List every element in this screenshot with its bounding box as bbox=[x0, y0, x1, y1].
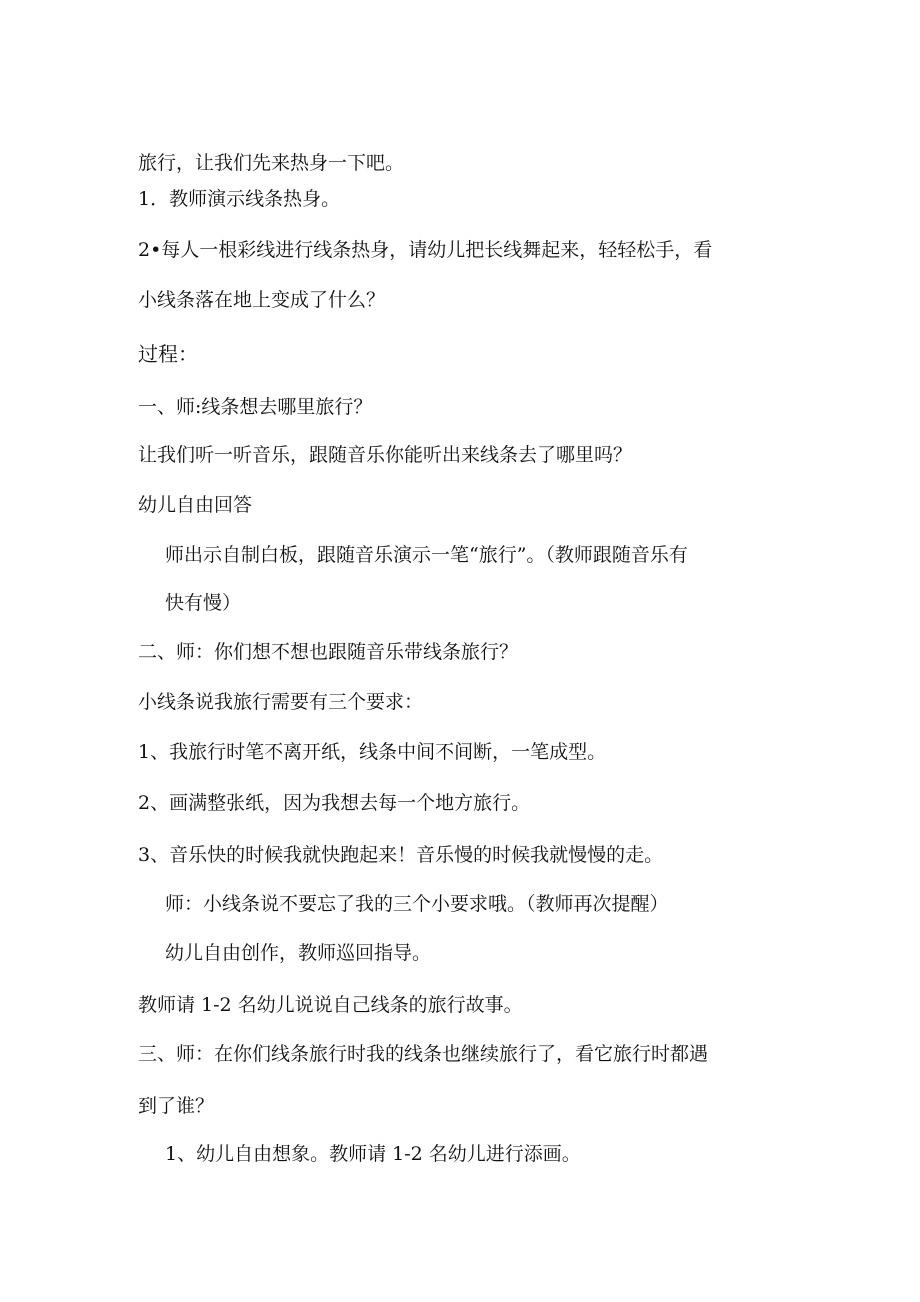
text-line: 1．教师演示线条热身。 bbox=[138, 188, 341, 210]
text-line: 小线条说我旅行需要有三个要求： bbox=[138, 691, 424, 713]
text-line: 幼儿自由创作，教师巡回指导。 bbox=[165, 942, 432, 964]
text-line: 到了谁？ bbox=[138, 1095, 215, 1117]
text-line: 小线条落在地上变成了什么？ bbox=[138, 289, 386, 311]
text-line: 教师请 1-2 名幼儿说说自己线条的旅行故事。 bbox=[138, 994, 523, 1016]
text-line: 1、幼儿自由想象。教师请 1-2 名幼儿进行添画。 bbox=[165, 1143, 581, 1165]
text-line: 旅行，让我们先来热身一下吧。 bbox=[138, 152, 405, 174]
section-heading: 过程： bbox=[138, 342, 198, 366]
text-line: 2•每人一根彩线进行线条热身，请幼儿把长线舞起来，轻轻松手，看 bbox=[138, 239, 713, 261]
text-line: 让我们听一听音乐，跟随音乐你能听出来线条去了哪里吗？ bbox=[138, 444, 633, 466]
text-line: 三、师：在你们线条旅行时我的线条也继续旅行了，看它旅行时都遇 bbox=[138, 1043, 709, 1065]
text-line: 师：小线条说不要忘了我的三个小要求哦。（教师再次提醒） bbox=[165, 893, 669, 915]
text-line: 2、画满整张纸，因为我想去每一个地方旅行。 bbox=[138, 792, 531, 814]
text-line: 快有慢） bbox=[165, 592, 242, 614]
text-line: 3、音乐快的时候我就快跑起来！音乐慢的时候我就慢慢的走。 bbox=[138, 844, 664, 866]
text-line: 1、我旅行时笔不离开纸，线条中间不间断，一笔成型。 bbox=[138, 741, 607, 763]
text-line: 二、师：你们想不想也跟随音乐带线条旅行？ bbox=[138, 641, 519, 663]
text-line: 一、师:线条想去哪里旅行？ bbox=[138, 396, 373, 418]
text-line: 师出示自制白板，跟随音乐演示一笔“旅行”。（教师跟随音乐有 bbox=[165, 544, 688, 566]
text-line: 幼儿自由回答 bbox=[138, 494, 253, 516]
